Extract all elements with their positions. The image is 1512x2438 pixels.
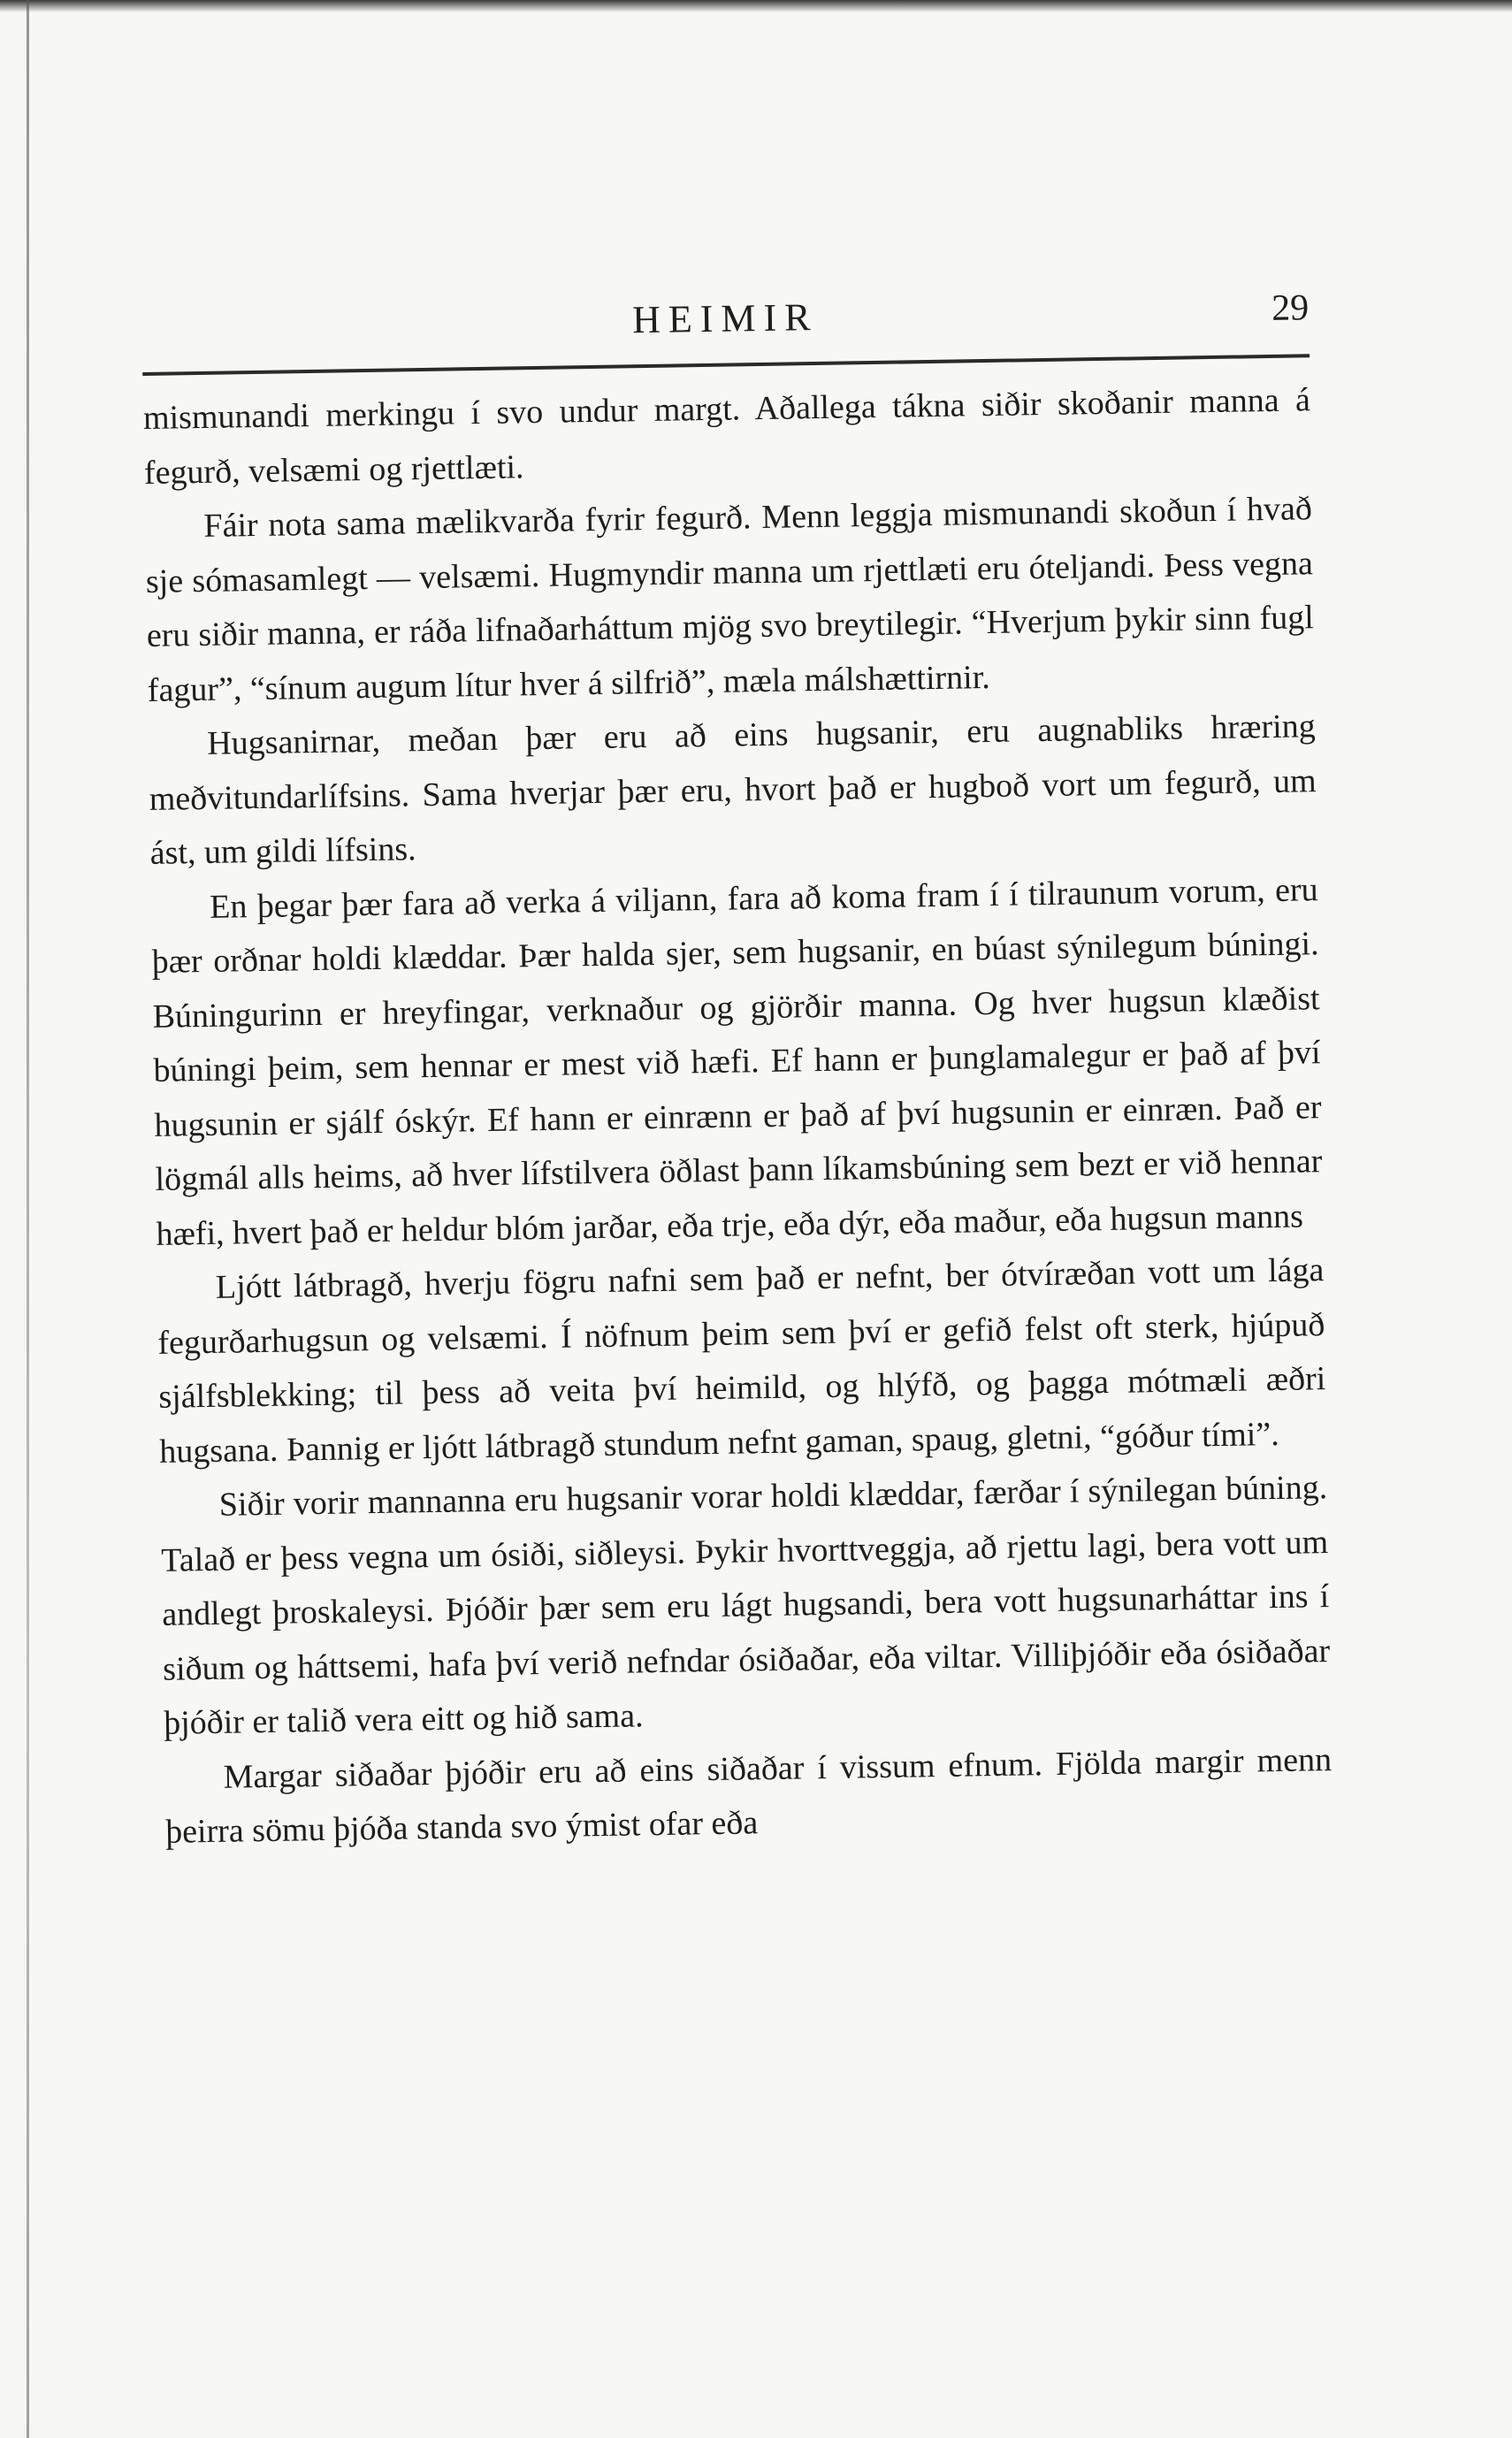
page-number: 29 (1271, 287, 1310, 329)
paragraph: Ljótt látbragð, hverju fögru nafni sem það er nefnt, ber ótvíræðan vott um lága fegurðarhugsun og velsæmi. Í nöfnum þeim sem því er gefið felst oft sterk, hjúpuð sjálfsblekking; til þess að veita því heimild, og hlýfð, og þagga mótmæli æðri hugsana. Þannig er ljótt látbragð stundum nefnt gaman, spaug, gletni, “góður tími”. (157, 1251, 1326, 1471)
scan-top-edge (0, 0, 1512, 12)
paragraph: En þegar þær fara að verka á viljann, fara að koma fram í í tilraunum vorum, eru þær orðnar holdi klæddar. Þær halda sjer, sem hugsanir, en búast sýnilegum búningi. Búningurinn er hreyfingar, verknaður og gjörðir manna. Og hver hugsun klæðist búningi þeim, sem hennar er mest við hæfi. Ef hann er þunglamalegur er það af því hugsunin er sjálf óskýr. Ef hann er einrænn er það af því hugsunin er einræn. Það er lögmál alls heims, að hver lífstilvera öðlast þann líkamsbúning sem bezt er við hennar hæfi, hvert það er heldur blóm jarðar, eða trje, eða dýr, eða maður, eða hugsun manns (151, 870, 1323, 1253)
paragraph: Fáir nota sama mælikvarða fyrir fegurð. Menn leggja mismunandi skoðun í hvað sje sómasamlegt — velsæmi. Hugmyndir manna um rjettlæti eru óteljandi. Þess vegna eru siðir manna, er ráða lifnaðarháttum mjög svo breytilegir. “Hverjum þykir sinn fugl fagur”, “sínum augum lítur hver á silfrið”, mæla málshættirnir. (145, 490, 1315, 709)
running-title: HEIMIR (631, 294, 819, 342)
running-head (141, 287, 1310, 367)
paragraph: mismunandi merkingu í svo undur margt. Aðallega tákna siðir skoðanir manna á fegurð, velsæmi og rjettlæti. (142, 381, 1311, 492)
paragraph: Hugsanirnar, meðan þær eru að eins hugsanir, eru augnabliks hræring meðvitundarlífsins. Sama hverjar þær eru, hvort það er hugboð vort um fegurð, um ást, um gildi lífsins. (149, 707, 1317, 872)
paragraph: Siðir vorir mannanna eru hugsanir vorar holdi klæddar, færðar í sýnilegan búning. Talað er þess vegna um ósiði, siðleysi. Þykir hvorttveggja, að rjettu lagi, bera vott um andlegt þroskaleysi. Þjóðir þær sem eru lágt hugsandi, bera vott hugsunarháttar ins í siðum og háttsemi, hafa því verið nefndar ósiðaðar, eða viltar. Villiþjóðir eða ósiðaðar þjóðir er talið vera eitt og hið sama. (160, 1469, 1331, 1742)
book-page (141, 287, 1333, 1860)
scan-binding-edge (27, 0, 29, 2438)
body-text (143, 373, 1333, 1860)
paragraph: Margar siðaðar þjóðir eru að eins siðaðar í vissum efnum. Fjölda margir menn þeirra sömu þjóða standa svo ýmist ofar eða (164, 1740, 1333, 1851)
